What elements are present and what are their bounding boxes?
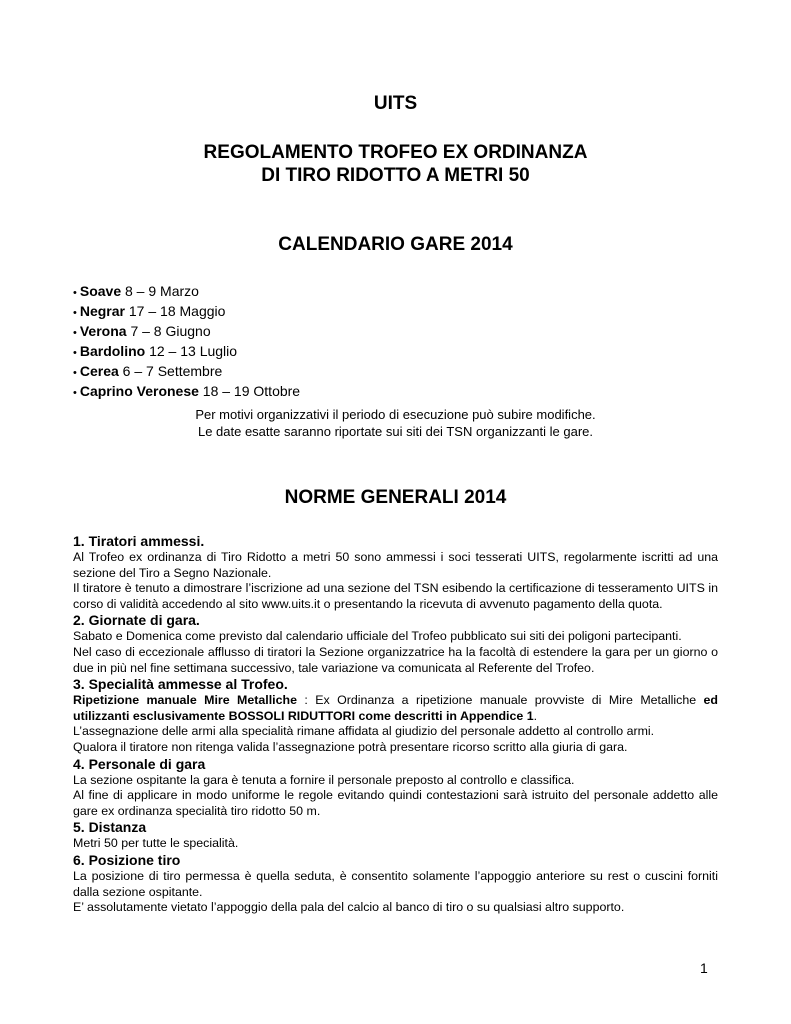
calendar-place: Verona xyxy=(79,323,127,339)
section-paragraph: Al Trofeo ex ordinanza di Tiro Ridotto a metri 50 sono ammessi i soci tesserati UITS, regolarmente iscritti ad una sezione del Tiro a Segno Nazionale. xyxy=(73,550,718,580)
norme-title: NORME GENERALI 2014 xyxy=(284,487,507,508)
title-line-2: DI TIRO RIDOTTO A METRI 50 xyxy=(261,165,530,186)
section-heading: 2. Giornate di gara. xyxy=(73,612,200,629)
bullet-icon: • xyxy=(73,307,77,319)
calendar-item xyxy=(73,322,300,342)
calendar-dates: 6 – 7 Settembre xyxy=(118,363,223,379)
title-line-1: REGOLAMENTO TROFEO EX ORDINANZA xyxy=(203,142,588,163)
calendar-place: Negrar xyxy=(79,303,125,319)
section-paragraph: Sabato e Domenica come previsto dal calendario ufficiale del Trofeo pubblicato sui siti dei poligoni partecipanti. xyxy=(73,629,682,644)
calendar-list xyxy=(73,282,300,402)
regulation-title xyxy=(0,141,791,187)
section-heading: 1. Tiratori ammessi. xyxy=(73,533,205,549)
calendar-dates: 17 – 18 Maggio xyxy=(125,303,226,319)
section-paragraph: La posizione di tiro permessa è quella seduta, è consentito solamente l’appoggio anteriore su rest o cuscini forniti dalla sezione ospitante. xyxy=(73,868,718,899)
section-heading: 4. Personale di gara xyxy=(73,755,206,772)
norme-sections xyxy=(73,533,718,916)
section-heading: 3. Specialità ammesse al Trofeo. xyxy=(73,676,288,693)
specialty-requirement: ed utilizzanti esclusivamente BOSSOLI RIDUTTORI come descritti in Appendice 1 xyxy=(73,693,718,723)
calendar-place: Soave xyxy=(79,283,122,299)
bullet-icon: • xyxy=(73,287,77,299)
section-heading: 5. Distanza xyxy=(73,819,147,836)
section-paragraph: E’ assolutamente vietato l’appoggio della pala del calcio al banco di tiro o su qualsiasi altro supporto. xyxy=(73,900,625,915)
calendar-notice xyxy=(0,406,791,440)
section-paragraph: La sezione ospitante la gara è tenuta a fornire il personale preposto al controllo e classifica. xyxy=(73,772,575,787)
notice-line-1: Per motivi organizzativi il periodo di esecuzione può subire modifiche. xyxy=(195,407,596,422)
bullet-icon: • xyxy=(73,367,77,379)
bullet-icon: • xyxy=(73,387,77,399)
calendar-item xyxy=(73,362,300,382)
calendar-dates: 8 – 9 Marzo xyxy=(121,283,199,299)
calendar-place: Caprino Veronese xyxy=(79,383,199,399)
specialty-name: Ripetizione manuale Mire Metalliche xyxy=(73,693,297,708)
specialty-text: : Ex Ordinanza a ripetizione manuale provviste di Mire Metalliche xyxy=(296,693,704,708)
bullet-icon: • xyxy=(73,327,77,339)
page-number: 1 xyxy=(700,960,708,976)
section-heading: 6. Posizione tiro xyxy=(73,851,181,868)
calendar-dates: 18 – 19 Ottobre xyxy=(198,383,301,399)
calendar-item xyxy=(73,342,300,362)
specialty-end: . xyxy=(533,708,538,723)
section-paragraph: Nel caso di eccezionale afflusso di tiratori la Sezione organizzatrice ha la facoltà di estendere la gara per un giorno o due in più nel fine settimana successivo, tale variazione va comunicata al Referente del Trofeo. xyxy=(73,644,718,675)
bullet-icon: • xyxy=(73,347,77,359)
calendar-dates: 12 – 13 Luglio xyxy=(145,343,238,359)
section-paragraph xyxy=(73,693,718,724)
calendar-item xyxy=(73,282,300,302)
calendar-title: CALENDARIO GARE 2014 xyxy=(278,234,513,255)
calendar-item xyxy=(73,302,300,322)
section-paragraph: Metri 50 per tutte le specialità. xyxy=(73,836,239,851)
section-paragraph: Il tiratore è tenuto a dimostrare l’iscrizione ad una sezione del TSN esibendo la certificazione di tesseramento UITS in corso di validità accedendo al sito www.uits.it o presentando la ricevuta di avvenuto pagamento della quota. xyxy=(73,581,718,611)
section-paragraph: L’assegnazione delle armi alla specialità rimane affidata al giudizio del personale addetto al controllo armi. xyxy=(73,724,655,739)
section-paragraph: Al fine di applicare in modo uniforme le regole evitando quindi contestazioni sarà istruito del personale addetto alle gare ex ordinanza specialità tiro ridotto 50 m. xyxy=(73,788,718,818)
calendar-item xyxy=(73,382,300,402)
org-title: UITS xyxy=(373,93,418,114)
calendar-dates: 7 – 8 Giugno xyxy=(126,323,211,339)
section-paragraph: Qualora il tiratore non ritenga valida l’assegnazione potrà presentare ricorso scritto alla giuria di gara. xyxy=(73,739,628,754)
calendar-place: Cerea xyxy=(79,363,119,379)
calendar-place: Bardolino xyxy=(79,343,146,359)
notice-line-2: Le date esatte saranno riportate sui siti dei TSN organizzanti le gare. xyxy=(197,424,594,439)
